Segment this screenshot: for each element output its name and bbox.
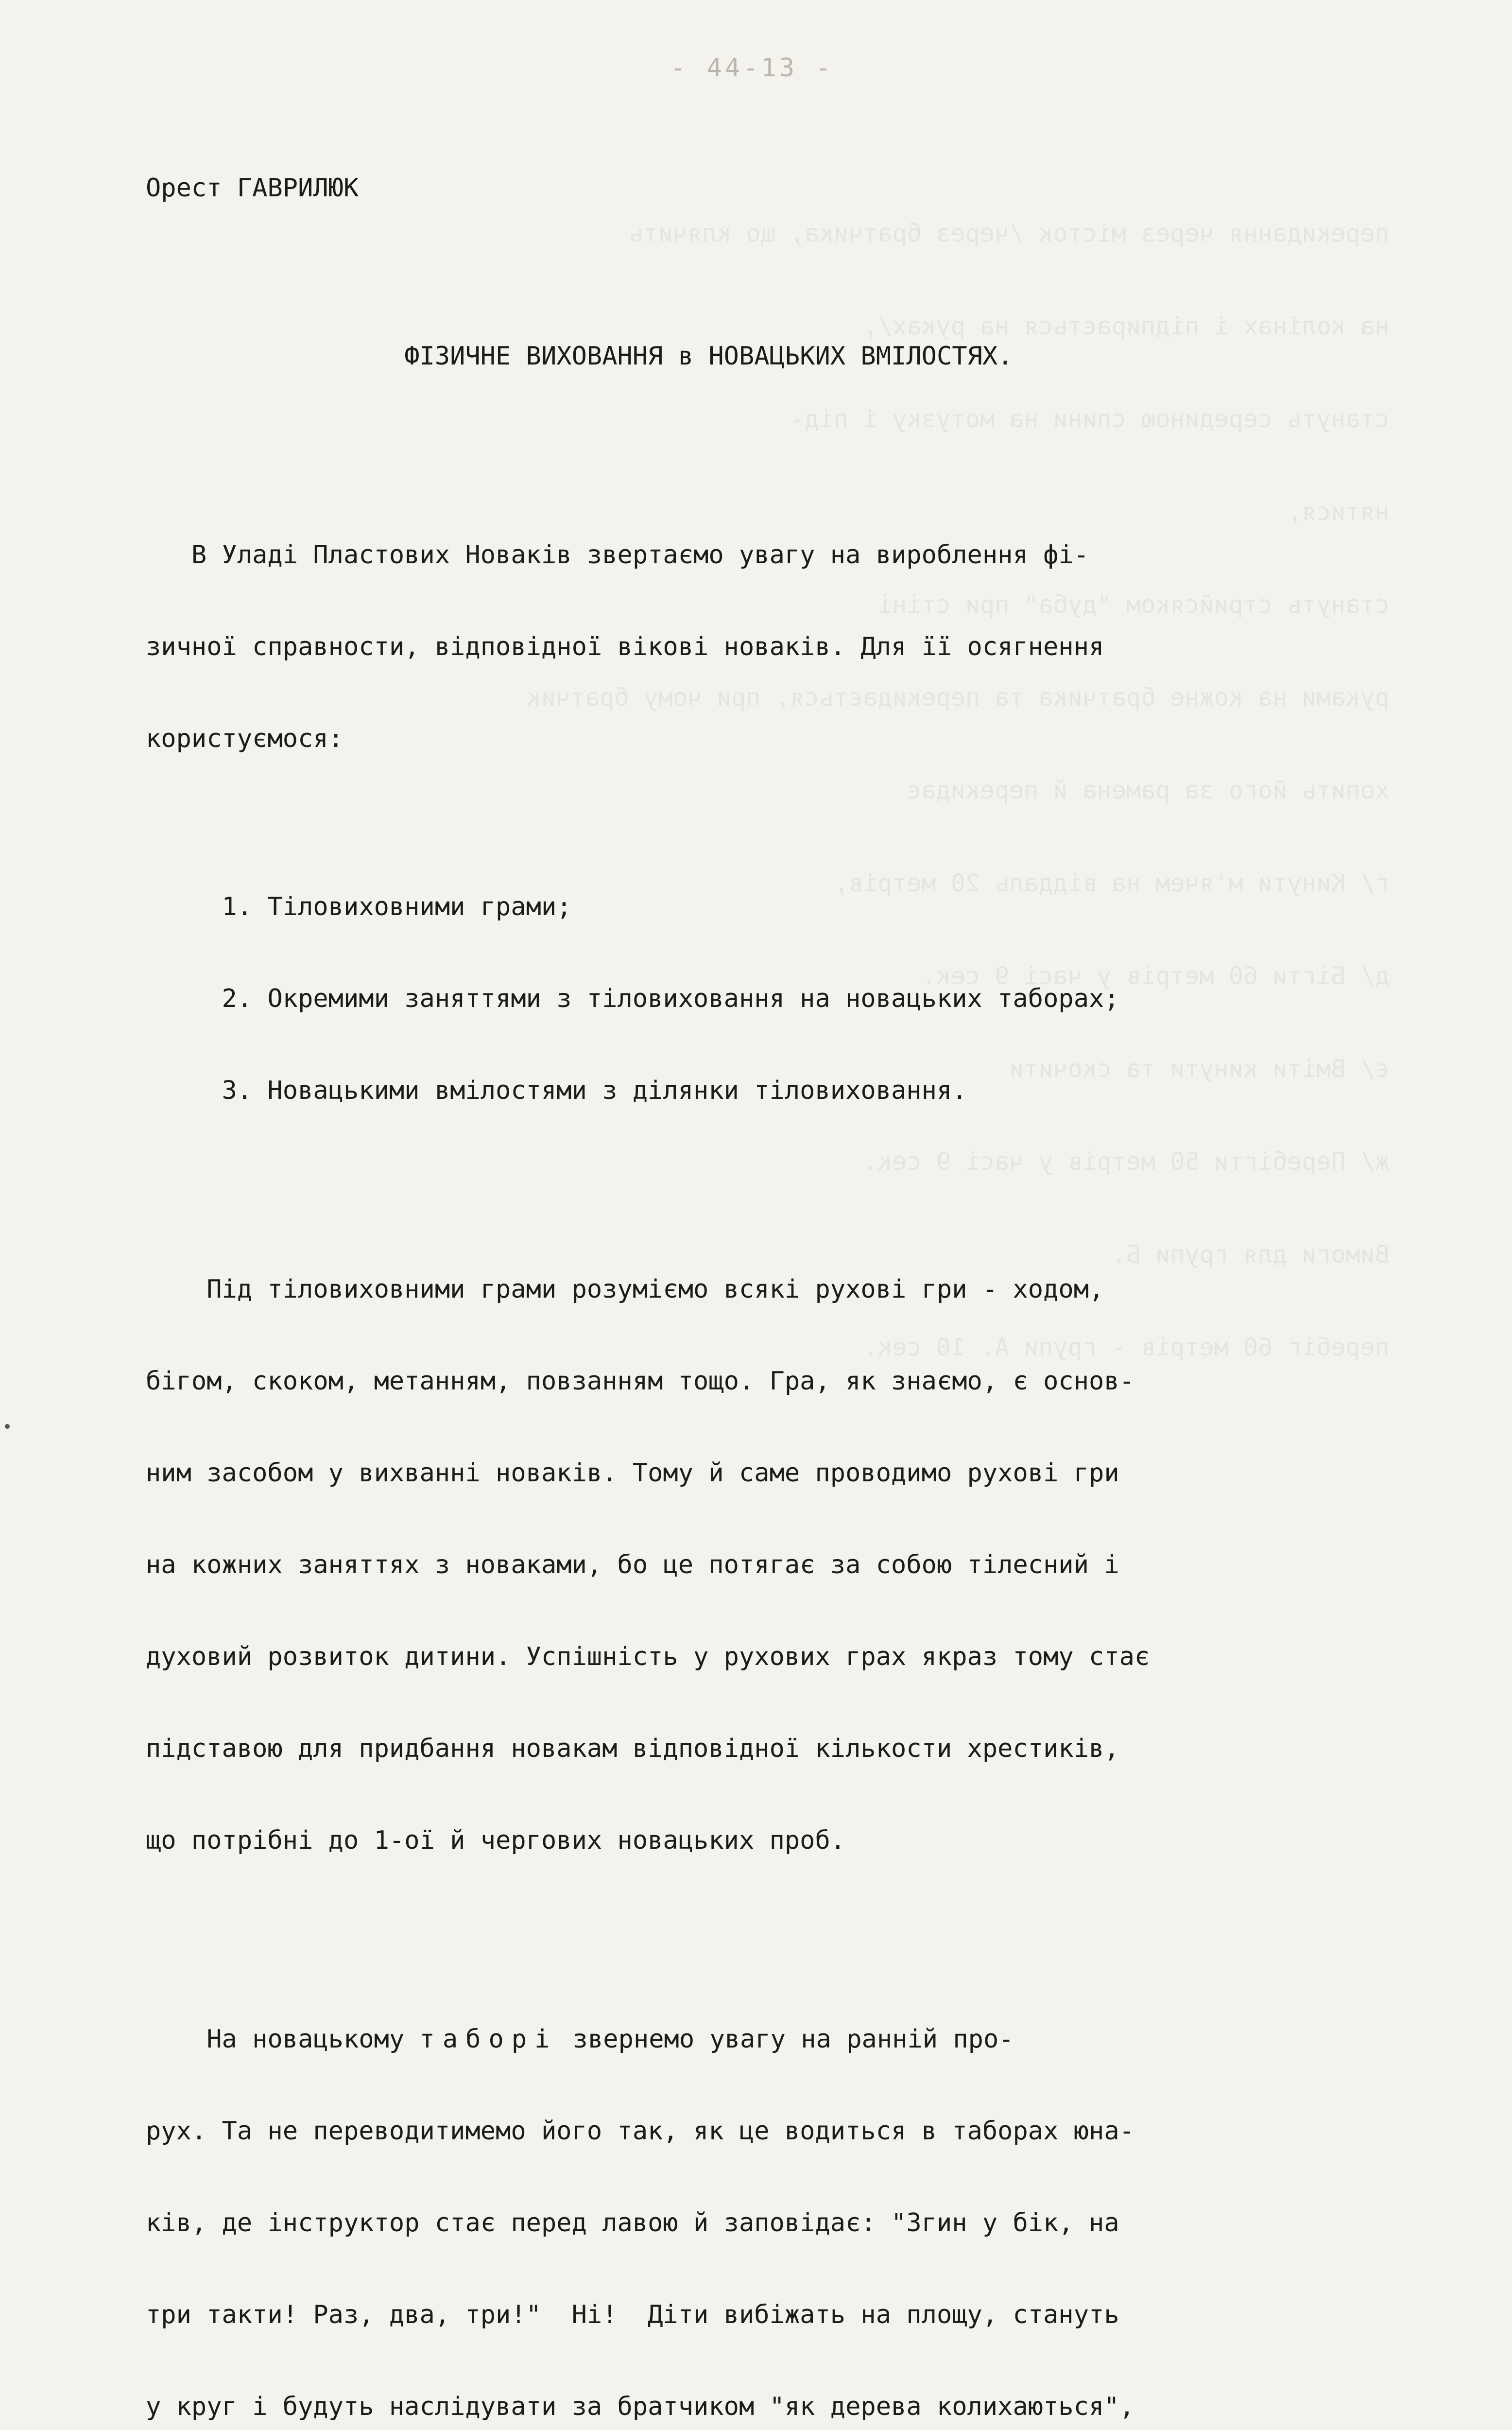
camp-tail: звернемо увагу на ранній про- (557, 2025, 1014, 2054)
ink-speck (5, 1424, 10, 1429)
paragraph-line: у круг і будуть наслідувати за братчиком "як дерева колихаються", (146, 2392, 1134, 2421)
author: Орест ГАВРИЛЮК (146, 174, 359, 203)
bleed-line: г/ Кинути м'ячем на віддаль 20 метрів, (834, 869, 1390, 897)
intro-line: В Уладі Пластових Новаків звертаємо увагу на вироблення фі- (146, 540, 1089, 570)
paragraph-line: ним засобом у вихванні новаків. Тому й саме проводимо рухові гри (146, 1458, 1119, 1488)
intro-line: зичної справности, відповідної вікові новаків. Для її осягнення (146, 632, 1104, 661)
paragraph-line: на кожних заняттях з новаками, бо це потягає за собою тілесний і (146, 1550, 1119, 1580)
bleed-line: нятися, (1287, 498, 1390, 526)
spacer (146, 265, 1409, 280)
spacer (146, 433, 1409, 448)
bleed-line: перебіг 60 метрів - групи А. 10 сек. (863, 1333, 1390, 1361)
spacer (146, 1917, 1409, 1932)
paragraph-line: духовий розвиток дитини. Успішність у рухових грах якраз тому стає (146, 1642, 1150, 1671)
paragraph-line: три такти! Раз, два, три!" Ні! Діти вибіжать на площу, стануть (146, 2300, 1119, 2329)
list-item: 1. Тіловиховними грами; (146, 892, 572, 921)
intro-line: користуємося: (146, 724, 344, 753)
bleed-line: руками на кожне братчика та перекидається, при чому братчик (526, 683, 1390, 712)
bleed-line: є/ Вміти кинути та скочити (1009, 1055, 1390, 1083)
paragraph-line: Під тіловиховними грами розуміємо всякі рухові гри - ходом, (146, 1275, 1104, 1304)
list-item: 3. Новацькими вмілостями з ділянки тіловиховання. (146, 1076, 967, 1105)
spacer (146, 1167, 1409, 1182)
bleed-line: ж/ Перебігти 50 метрів у часі 9 сек. (863, 1147, 1390, 1176)
page-title: ФІЗИЧНЕ ВИХОВАННЯ в НОВАЦЬКИХ ВМІЛОСТЯХ. (404, 342, 1013, 371)
document-body (146, 112, 1409, 2430)
title-line (146, 341, 1409, 372)
bleed-line: на колінах і підпирається на руках/, (863, 312, 1390, 340)
paragraph-line: бігом, скоком, метанням, повзанням тощо. Гра, як знаємо, є основ- (146, 1367, 1134, 1396)
paragraph-line: підставою для придбання новакам відповідної кількости хрестиків, (146, 1734, 1119, 1763)
camp-spaced-word: таборі (419, 2025, 558, 2054)
author-line (146, 173, 1409, 204)
list-item: 2. Окремими заняттями з тіловиховання на новацьких таборах; (146, 984, 1119, 1013)
camp-lead: На новацькому (146, 2025, 420, 2054)
page-number: - 44-13 - (670, 53, 834, 83)
paragraph-line: що потрібні до 1-ої й чергових новацьких проб. (146, 1826, 846, 1855)
bleed-line: хопить його за рамена й перекидає (907, 776, 1390, 804)
bleed-line: Вимоги для групи Б. (1112, 1240, 1390, 1268)
bleed-line: перекидання через місток /через братчика, що клячить (629, 219, 1390, 247)
bleed-line: стануть серединою спини на мотузку і під- (790, 405, 1390, 433)
paragraph-line: ків, де інструктор стає перед лавою й заповідає: "Згин у бік, на (146, 2208, 1119, 2238)
bleed-line: стануть стрийсяком "дуба" при стіні (877, 590, 1390, 619)
paragraph-line (146, 2024, 1409, 2055)
spacer (146, 816, 1409, 831)
bleed-line: д/ Бігти 60 метрів у часі 9 сек. (921, 962, 1390, 990)
paragraph-line: рух. Та не переводитимемо його так, як це водиться в таборах юна- (146, 2117, 1134, 2146)
